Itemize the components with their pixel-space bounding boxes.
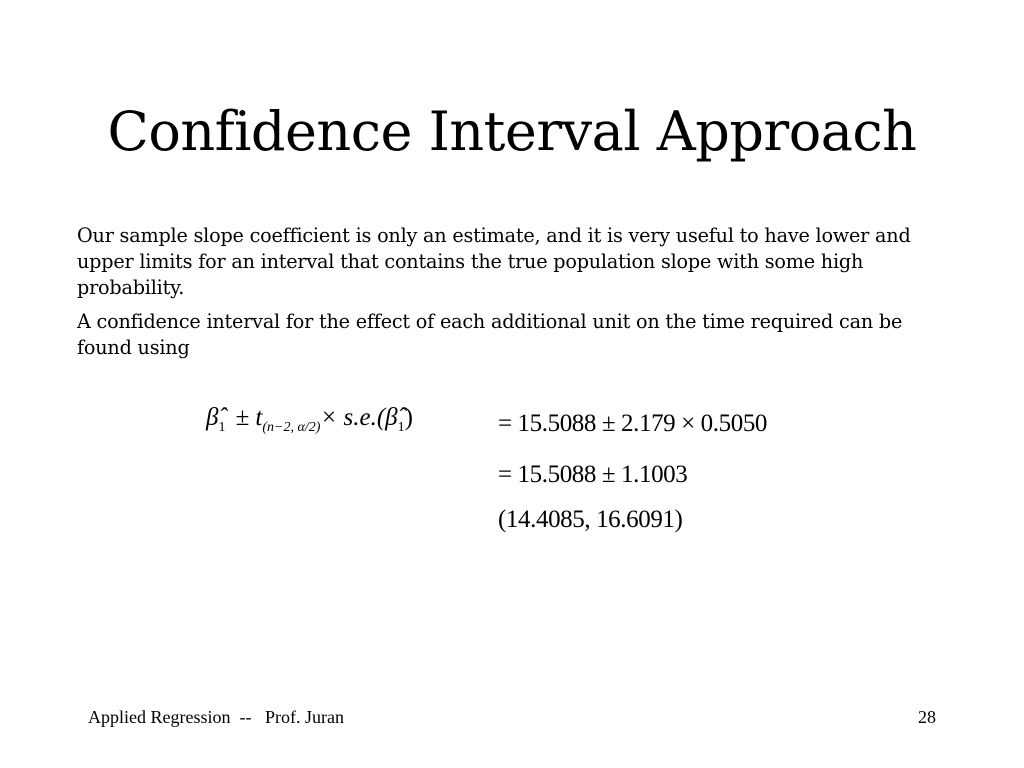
times-standard-error: × s.e.( xyxy=(320,404,386,431)
calculation-line-1: = 15.5088 ± 2.179 × 0.5050 xyxy=(498,410,768,437)
beta-subscript-2: 1 xyxy=(397,420,405,435)
beta-subscript: 1 xyxy=(218,420,226,435)
paragraph-method: A confidence interval for the effect of each additional unit on the time required can be found using xyxy=(77,310,903,359)
t-subscript: (n−2, α/2) xyxy=(262,420,321,435)
calculation-line-2: = 15.5088 ± 1.1003 xyxy=(498,461,688,488)
footer-course: Applied Regression -- Prof. Juran xyxy=(88,707,344,727)
beta-hat-symbol: β̂ xyxy=(206,404,219,431)
footer-page-number: 28 xyxy=(918,707,936,727)
plus-minus-t: ± t xyxy=(235,404,263,431)
beta-hat-symbol-2: β̂ xyxy=(385,404,398,431)
close-paren: ) xyxy=(404,404,413,431)
calculation-result: (14.4085, 16.6091) xyxy=(498,506,683,533)
paragraph-intro: Our sample slope coefficient is only an estimate, and it is very useful to have lower and upper limits for an interval that contains the true population slope with some high probability. xyxy=(77,224,911,299)
confidence-interval-formula xyxy=(206,398,413,438)
slide-title: Confidence Interval Approach xyxy=(107,100,917,163)
